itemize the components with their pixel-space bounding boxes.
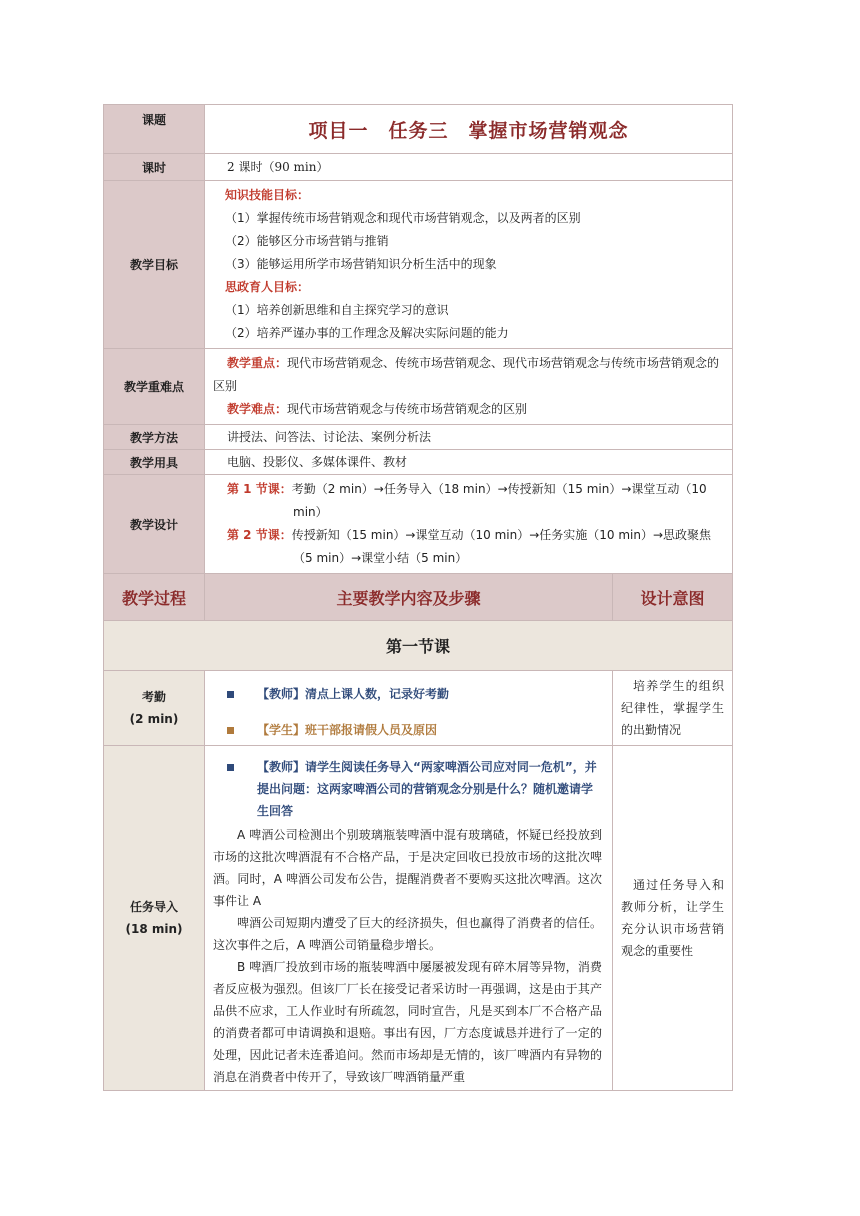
col-process-header: 教学过程 <box>104 574 205 621</box>
attendance-intent: 培养学生的组织纪律性，掌握学生的出勤情况 <box>613 671 733 746</box>
attendance-teacher-item <box>205 683 612 705</box>
keypoints-label: 教学重难点 <box>104 349 205 425</box>
goals-knowledge-item-3: （3）能够运用所学市场营销知识分析生活中的现象 <box>225 257 497 271</box>
intro-content <box>205 746 613 1091</box>
page-title: 项目一 任务三 掌握市场营销观念 <box>205 105 733 154</box>
attendance-student-text: 【学生】班干部报请假人员及原因 <box>257 722 438 737</box>
square-bullet-icon <box>227 727 234 734</box>
lesson2-plan <box>227 524 722 570</box>
lesson-plan-table <box>103 104 733 1091</box>
goals-content <box>205 181 733 349</box>
design-row <box>104 475 733 574</box>
lesson1-text: 考勤（2 min）→任务导入（18 min）→传授新知（15 min）→课堂互动（10 min） <box>291 482 707 519</box>
square-bullet-icon <box>227 764 234 771</box>
hours-label: 课时 <box>104 154 205 181</box>
attendance-row <box>104 671 733 746</box>
attendance-student-item <box>205 719 612 741</box>
hours-value: 2 课时（90 min） <box>205 154 733 181</box>
goals-row <box>104 181 733 349</box>
difficult-point <box>213 398 722 421</box>
hours-row <box>104 154 733 181</box>
tools-row <box>104 450 733 475</box>
goals-label: 教学目标 <box>104 181 205 349</box>
intro-paragraph-2: 啤酒公司短期内遭受了巨大的经济损失，但也赢得了消费者的信任。这次事件之后，A 啤酒公司销量稳步增长。 <box>213 916 602 952</box>
goals-ideology-title: 思政育人目标： <box>225 280 310 294</box>
diff-title: 教学难点： <box>227 402 288 416</box>
key-point <box>213 352 722 398</box>
tools-value: 电脑、投影仪、多媒体课件、教材 <box>205 450 733 475</box>
topic-label: 课题 <box>104 105 205 154</box>
design-label: 教学设计 <box>104 475 205 574</box>
keypoints-row <box>104 349 733 425</box>
diff-text: 现代市场营销观念与传统市场营销观念的区别 <box>287 402 528 416</box>
intro-teacher-text: 【教师】请学生阅读任务导入“两家啤酒公司应对同一危机”，并提出问题：这两家啤酒公司的营销观念分别是什么？随机邀请学生回答 <box>257 760 597 818</box>
section1-title: 第一节课 <box>104 621 733 671</box>
key-text: 现代市场营销观念、传统市场营销观念、现代市场营销观念与传统市场营销观念的区别 <box>213 356 720 393</box>
lesson1-title: 第 1 节课： <box>227 482 292 496</box>
goals-ideology-item-2: （2）培养严谨办事的工作理念及解决实际问题的能力 <box>225 326 509 340</box>
tools-label: 教学用具 <box>104 450 205 475</box>
method-value: 讲授法、问答法、讨论法、案例分析法 <box>205 425 733 450</box>
intro-teacher-item <box>205 756 612 822</box>
design-content <box>205 475 733 574</box>
square-bullet-icon <box>227 691 234 698</box>
lesson1-plan <box>227 478 722 524</box>
lesson2-text: 传授新知（15 min）→课堂互动（10 min）→任务实施（10 min）→思政聚焦（5 min）→课堂小结（5 min） <box>291 528 712 565</box>
intro-stage <box>104 746 205 1091</box>
lesson-plan <box>103 104 732 1091</box>
keypoints-content <box>205 349 733 425</box>
goals-knowledge-item-2: （2）能够区分市场营销与推销 <box>225 234 389 248</box>
attendance-stage-name: 考勤 <box>141 690 166 704</box>
attendance-content <box>205 671 613 746</box>
intro-stage-name: 任务导入 <box>129 900 178 914</box>
key-title: 教学重点： <box>227 356 288 370</box>
section1-row <box>104 621 733 671</box>
col-intent-header: 设计意图 <box>613 574 733 621</box>
attendance-teacher-text: 【教师】清点上课人数，记录好考勤 <box>257 686 450 701</box>
goals-ideology-item-1: （1）培养创新思维和自主探究学习的意识 <box>225 303 449 317</box>
intro-stage-time: (18 min) <box>125 922 183 936</box>
process-header-row <box>104 574 733 621</box>
goals-knowledge-title: 知识技能目标： <box>225 188 310 202</box>
lesson2-title: 第 2 节课： <box>227 528 292 542</box>
attendance-stage <box>104 671 205 746</box>
intro-row <box>104 746 733 1091</box>
goals-knowledge-item-1: （1）掌握传统市场营销观念和现代市场营销观念，以及两者的区别 <box>225 211 581 225</box>
col-content-header: 主要教学内容及步骤 <box>205 574 613 621</box>
intro-paragraph-3: B 啤酒厂投放到市场的瓶装啤酒中屡屡被发现有碎木屑等异物，消费者反应极为强烈。但该厂厂长在接受记者采访时一再强调，这是由于其产品供不应求，工人作业时有所疏忽，同时宣告，凡是买到本厂不合格产品的消费者都可申请调换和退赔。事出有因，厂方态度诚恳并进行了一定的处理，因此记者未连番追问。然而市场却是无情的，该厂啤酒内有异物的消息在消费者中传开了，导致该厂啤酒销量严重 <box>213 960 602 1084</box>
topic-row <box>104 105 733 154</box>
intro-intent: 通过任务导入和教师分析，让学生充分认识市场营销观念的重要性 <box>613 746 733 1091</box>
method-label: 教学方法 <box>104 425 205 450</box>
intro-paragraph-1: A 啤酒公司检测出个别玻璃瓶装啤酒中混有玻璃碴，怀疑已经投放到市场的这批次啤酒混有不合格产品，于是决定回收已投放市场的这批次啤酒。同时，A 啤酒公司发布公告，提醒消费者不要购买这批次啤酒。这次事件让 A <box>213 828 602 908</box>
method-row <box>104 425 733 450</box>
attendance-stage-time: (2 min) <box>129 712 179 726</box>
